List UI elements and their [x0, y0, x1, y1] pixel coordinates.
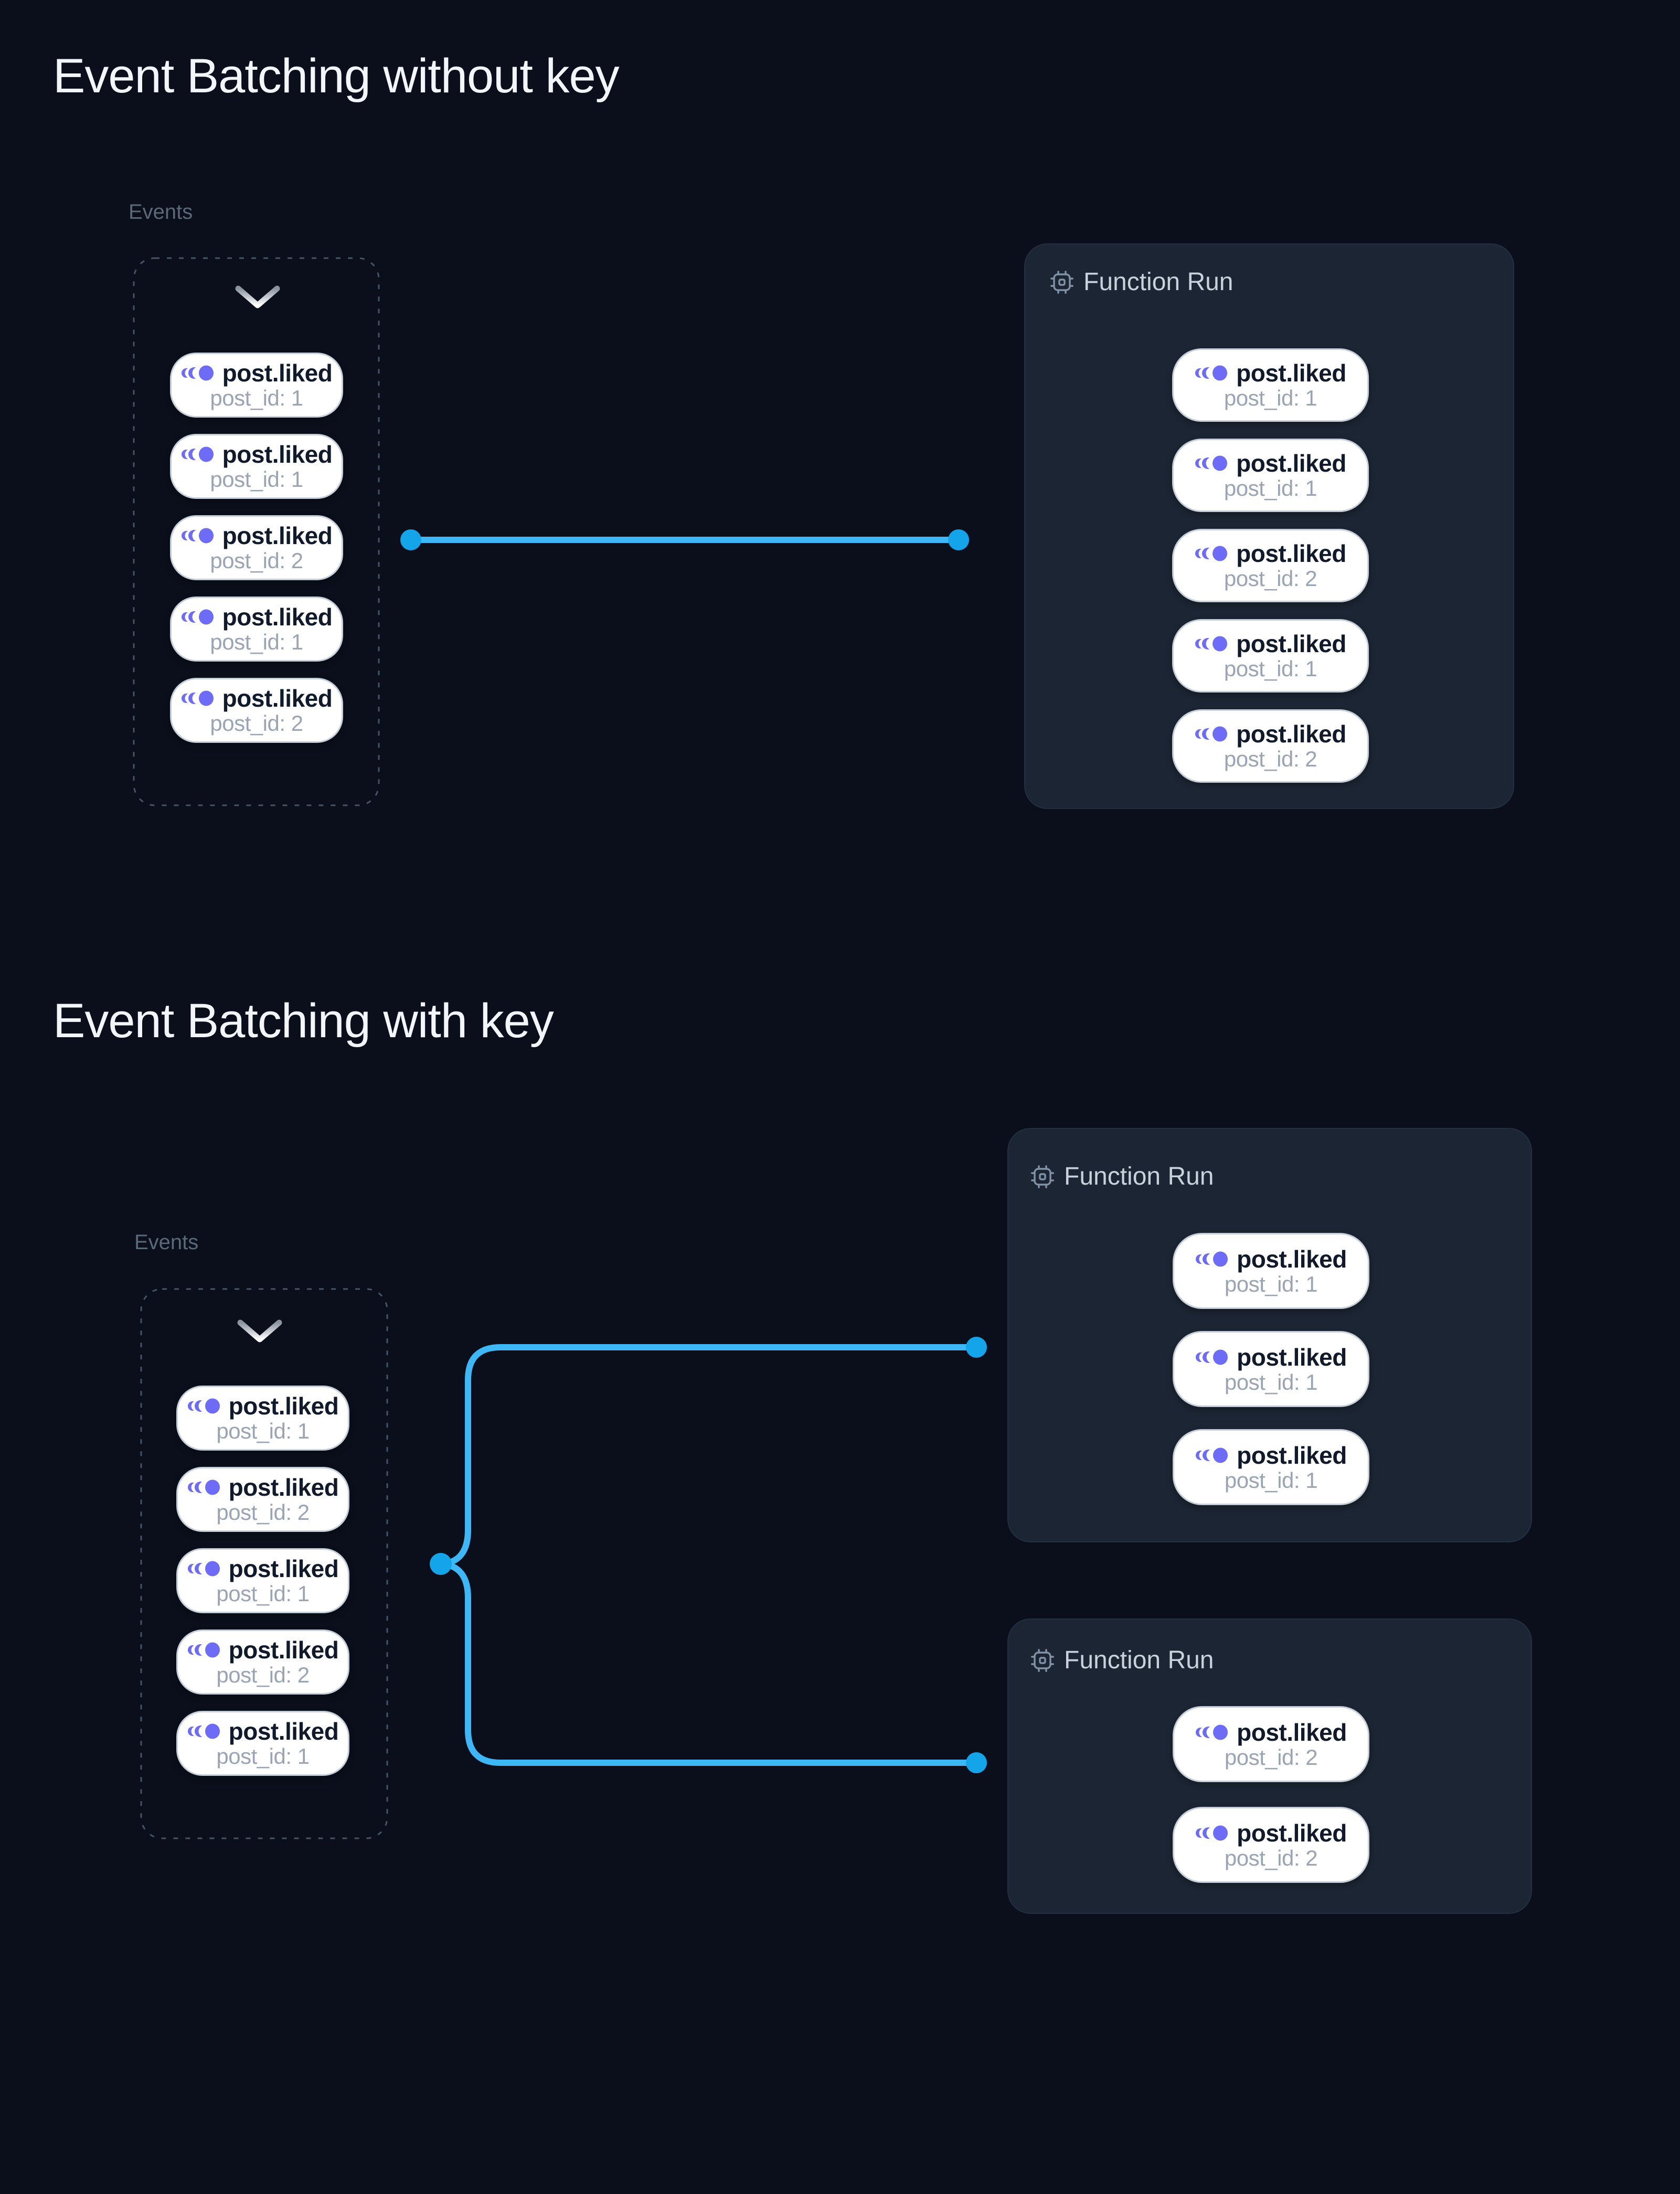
event-pill: [176, 1467, 349, 1532]
event-payload: post_id: 1: [216, 1581, 310, 1606]
function-run-title: Function Run: [1064, 1163, 1214, 1190]
event-payload: post_id: 2: [216, 1500, 310, 1525]
event-queue-list: [170, 353, 343, 743]
events-label: Events: [134, 1231, 199, 1254]
function-run-title: Function Run: [1083, 268, 1234, 296]
function-run-box: [1024, 243, 1514, 809]
event-payload: post_id: 1: [1224, 656, 1317, 681]
event-payload: post_id: 1: [210, 386, 303, 410]
event-payload: post_id: 1: [1224, 1467, 1318, 1493]
event-pill: [1172, 709, 1369, 783]
event-signal-icon: [181, 445, 215, 463]
event-pill: [1173, 1807, 1369, 1883]
event-payload: post_id: 1: [210, 467, 303, 492]
event-signal-icon: [1195, 454, 1228, 472]
event-payload: post_id: 1: [210, 630, 303, 654]
connector-endpoint-dot: [400, 529, 421, 550]
cpu-icon: [1031, 1649, 1054, 1672]
event-payload: post_id: 2: [1224, 1744, 1318, 1770]
function-run-box: [1007, 1618, 1532, 1914]
section-title: Event Batching without key: [53, 49, 619, 103]
event-pill: [176, 1386, 349, 1451]
function-run-event-list: [1173, 1706, 1369, 1883]
event-pill: [170, 678, 343, 743]
event-pill: [170, 434, 343, 499]
event-payload: post_id: 1: [1224, 1369, 1318, 1394]
section-title: Event Batching with key: [53, 994, 554, 1048]
event-name: post.liked: [228, 1718, 339, 1745]
event-name: post.liked: [1236, 450, 1346, 477]
event-queue-list: [176, 1386, 349, 1776]
event-signal-icon: [187, 1478, 221, 1496]
event-pill: [1173, 1233, 1369, 1309]
event-payload: post_id: 1: [1224, 386, 1317, 410]
event-name: post.liked: [1237, 1718, 1347, 1746]
connector-endpoint-dot: [966, 1752, 987, 1773]
event-name: post.liked: [228, 1392, 339, 1420]
chevron-down-icon: [236, 1318, 283, 1345]
event-payload: post_id: 2: [216, 1663, 310, 1687]
event-pill: [170, 515, 343, 580]
event-signal-icon: [181, 689, 215, 707]
event-name: post.liked: [228, 1636, 339, 1664]
event-payload: post_id: 2: [1224, 1845, 1318, 1870]
event-signal-icon: [187, 1560, 221, 1578]
event-signal-icon: [1195, 1824, 1229, 1842]
events-queue-box: [140, 1288, 388, 1839]
event-signal-icon: [1195, 635, 1228, 653]
event-pill: [170, 597, 343, 662]
event-pill: [1173, 1331, 1369, 1407]
event-name: post.liked: [222, 441, 333, 468]
event-signal-icon: [187, 1722, 221, 1740]
function-run-event-list: [1172, 348, 1369, 783]
event-name: post.liked: [222, 685, 333, 712]
event-name: post.liked: [1237, 1441, 1347, 1469]
event-signal-icon: [181, 527, 215, 545]
event-name: post.liked: [228, 1555, 339, 1582]
event-pill: [170, 353, 343, 418]
event-signal-icon: [1195, 1250, 1229, 1268]
function-run-title: Function Run: [1064, 1646, 1214, 1674]
event-signal-icon: [1195, 725, 1228, 743]
event-pill: [176, 1548, 349, 1613]
event-pill: [1173, 1429, 1369, 1505]
event-name: post.liked: [1237, 1343, 1347, 1371]
event-pill: [1173, 1706, 1369, 1782]
event-pill: [1172, 439, 1369, 512]
event-name: post.liked: [1237, 1245, 1347, 1273]
connector-endpoint-dot: [948, 529, 969, 550]
event-pill: [176, 1629, 349, 1695]
branch-path-top: [442, 1347, 976, 1564]
event-pill: [176, 1711, 349, 1776]
chevron-down-icon: [234, 284, 281, 311]
event-signal-icon: [1195, 1348, 1229, 1366]
event-signal-icon: [187, 1641, 221, 1659]
events-label: Events: [129, 200, 193, 223]
event-pill: [1172, 529, 1369, 602]
event-payload: post_id: 1: [1224, 1271, 1318, 1296]
event-name: post.liked: [222, 359, 333, 387]
function-run-event-list: [1173, 1233, 1369, 1505]
event-payload: post_id: 2: [1224, 747, 1317, 771]
event-signal-icon: [1195, 364, 1228, 382]
event-payload: post_id: 2: [1224, 566, 1317, 591]
event-payload: post_id: 1: [216, 1419, 310, 1443]
event-name: post.liked: [222, 522, 333, 549]
events-queue-box: [133, 257, 380, 806]
event-payload: post_id: 2: [210, 548, 303, 573]
connector-endpoint-dot: [966, 1337, 987, 1358]
event-name: post.liked: [1236, 720, 1346, 748]
function-run-box: [1007, 1128, 1532, 1542]
cpu-icon: [1050, 271, 1073, 294]
event-payload: post_id: 1: [1224, 476, 1317, 500]
event-signal-icon: [1195, 1723, 1229, 1741]
branch-junction-dot: [430, 1553, 452, 1575]
event-signal-icon: [181, 608, 215, 626]
event-name: post.liked: [1236, 630, 1346, 657]
event-signal-icon: [181, 364, 215, 382]
event-name: post.liked: [1236, 359, 1346, 387]
event-name: post.liked: [228, 1474, 339, 1501]
event-signal-icon: [1195, 1446, 1229, 1464]
event-pill: [1172, 348, 1369, 422]
event-payload: post_id: 1: [216, 1744, 310, 1769]
event-name: post.liked: [1236, 540, 1346, 567]
event-payload: post_id: 2: [210, 711, 303, 736]
event-pill: [1172, 619, 1369, 693]
cpu-icon: [1031, 1165, 1054, 1188]
event-signal-icon: [1195, 545, 1228, 562]
event-name: post.liked: [222, 603, 333, 631]
branch-path-bottom: [442, 1564, 976, 1763]
event-signal-icon: [187, 1397, 221, 1415]
event-name: post.liked: [1237, 1819, 1347, 1847]
